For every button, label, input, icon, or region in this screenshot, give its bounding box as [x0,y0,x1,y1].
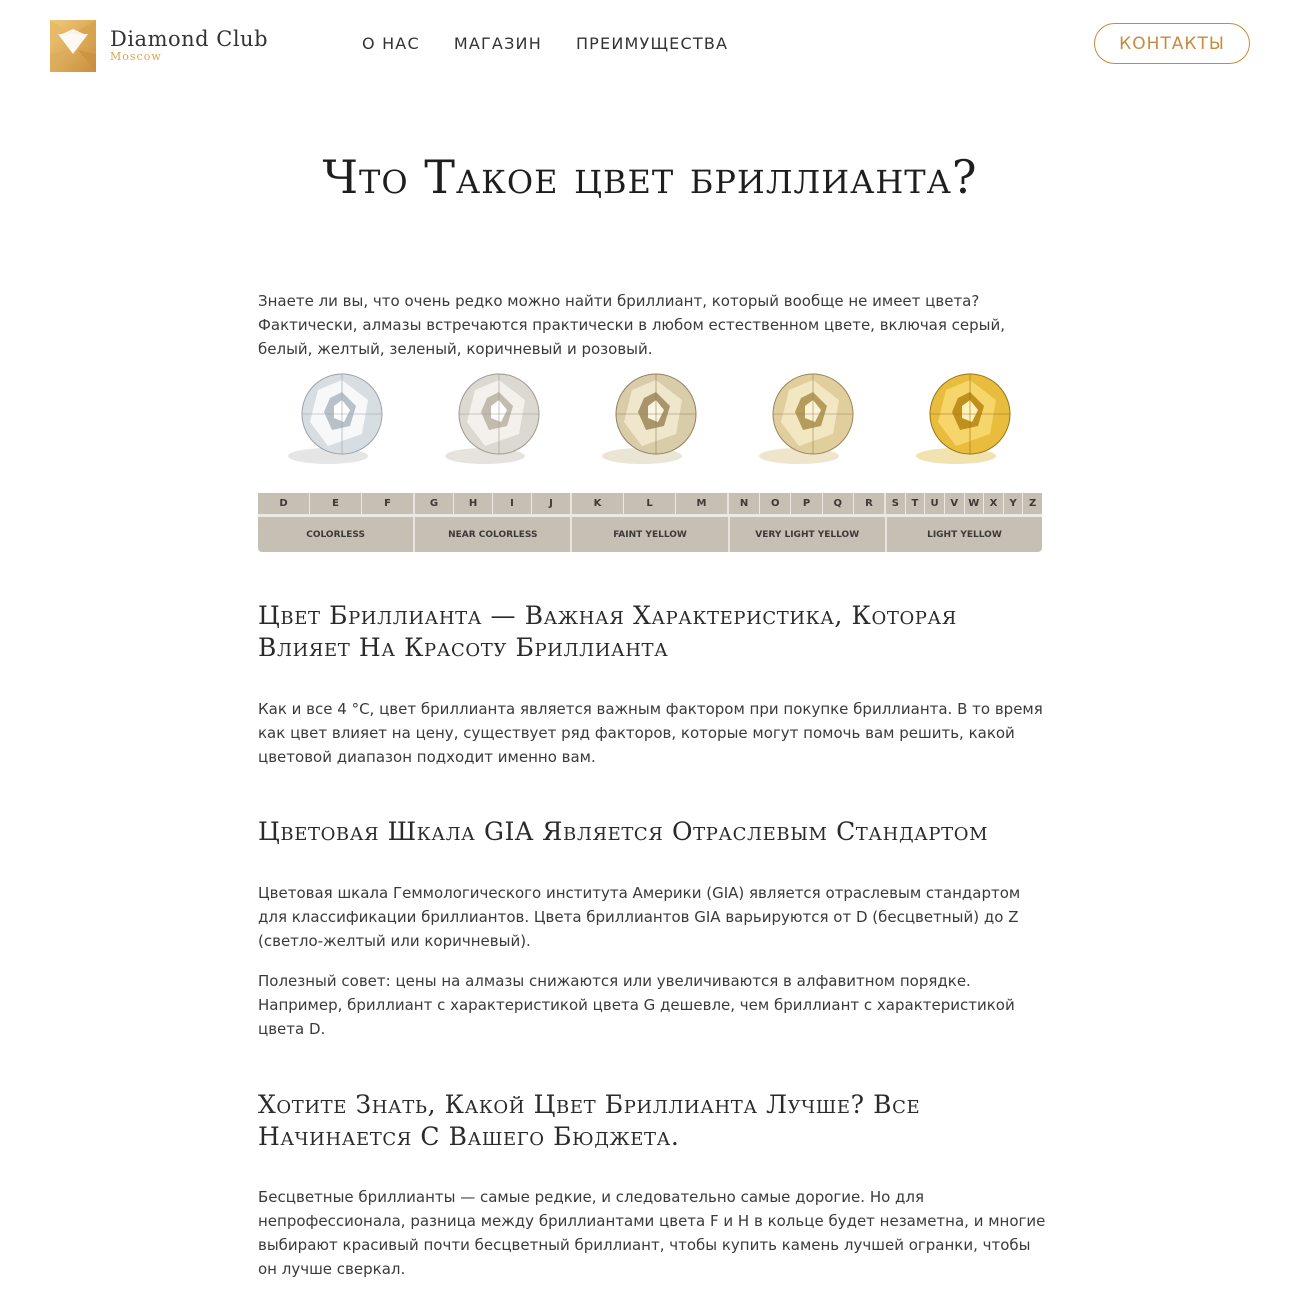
scale-letter: W [965,493,985,514]
scale-letter: I [493,493,532,514]
nav-shop[interactable]: МАГАЗИН [453,34,542,53]
section-text-budget: Бесцветные бриллианты — самые редкие, и следовательно самые дорогие. Но для непрофессионала, разница между бриллиантами цвета F и H в кольце будет незаметна, и многие выбирают красивый почти бесцветный бриллиант, чтобы купить камень лучшей огранки, чтобы он лучше сверкал. [258,1188,1046,1278]
section-text-tip: Полезный совет: цены на алмазы снижаются или увеличиваются в алфавитном порядке. Например, бриллиант с характеристикой цвета G дешевле, чем бриллиант с характеристикой цвета D. [258,972,1015,1038]
scale-letter: M [696,498,707,509]
logo-subtitle: Moscow [110,50,162,63]
scale-category-very-light-yellow: VERY LIGHT YELLOW [730,517,887,552]
gia-color-scale [258,493,1042,552]
scale-letter: Y [1004,493,1024,514]
scale-letter: R [865,498,873,509]
scale-letter: N [729,493,760,514]
intro-text: Знаете ли вы, что очень редко можно найти бриллиант, который вообще не имеет цвета? Фактически, алмазы встречаются практически в любом естественном цвете, включая серый, белый, желтый, зеленый, коричневый и розовый. [258,292,1006,358]
scale-letter: H [454,493,493,514]
scale-category-light-yellow: LIGHT YELLOW [927,529,1002,540]
section-heading-gia: Цветовая Шкала GIA Является Отраслевым Стандартом [258,817,989,846]
near-white-diamond-icon [445,370,541,470]
section-heading-budget: Хотите Знать, Какой Цвет Бриллианта Лучше? Все Начинается С Вашего Бюджета. [258,1090,921,1151]
page-title: Что Такое цвет бриллианта? [322,150,978,204]
scale-category-colorless: COLORLESS [258,517,415,552]
scale-letter: Q [823,493,854,514]
scale-letter: L [624,493,676,514]
scale-letter: Z [1029,498,1037,509]
scale-letter: K [572,493,624,514]
scale-letters [258,493,1042,514]
scale-categories [258,517,1042,552]
section-text-gia: Цветовая шкала Геммологического института Америки (GIA) является отраслевым стандартом для классификации бриллиантов. Цвета бриллиантов GIA варьируются от D (бесцветный) до Z (светло-желтый или коричневый). [258,884,1021,950]
scale-letter: D [258,493,310,514]
scale-letter: P [791,493,822,514]
scale-letter: U [925,493,945,514]
faint-yellow-diamond-icon [602,370,698,470]
light-yellow-diamond-icon [916,370,1012,470]
very-light-yellow-diamond-icon [759,370,855,470]
scale-letter: O [760,493,791,514]
scale-letter: X [984,493,1004,514]
logo[interactable] [50,20,268,72]
white-diamond-icon [288,370,384,470]
scale-letter: F [384,498,391,509]
diamond-color-examples [258,370,1042,480]
section-text-importance: Как и все 4 °C, цвет бриллианта является важным фактором при покупке бриллианта. В то время как цвет влияет на цену, существует ряд факторов, которые могут помочь вам решить, какой цветовой диапазон подходит именно вам. [258,700,1043,766]
logo-title: Diamond Club [110,27,269,51]
nav-benefits[interactable]: ПРЕИМУЩЕСТВА [575,34,729,53]
scale-letter: S [886,493,906,514]
scale-letter: E [310,493,362,514]
scale-letter: J [549,498,553,509]
scale-category-near-colorless: NEAR COLORLESS [415,517,572,552]
scale-category-faint-yellow: FAINT YELLOW [572,517,729,552]
diamond-logo-icon [50,20,96,72]
scale-letter: G [415,493,454,514]
scale-letter: V [945,493,965,514]
nav-about[interactable]: О НАС [362,34,420,53]
scale-letter: T [906,493,926,514]
main-nav [362,34,728,53]
section-heading-importance: Цвет Бриллианта — Важная Характеристика, Которая Влияет На Красоту Бриллианта [258,601,957,662]
site-header [0,0,1300,90]
contacts-button[interactable]: КОНТАКТЫ [1094,23,1250,64]
